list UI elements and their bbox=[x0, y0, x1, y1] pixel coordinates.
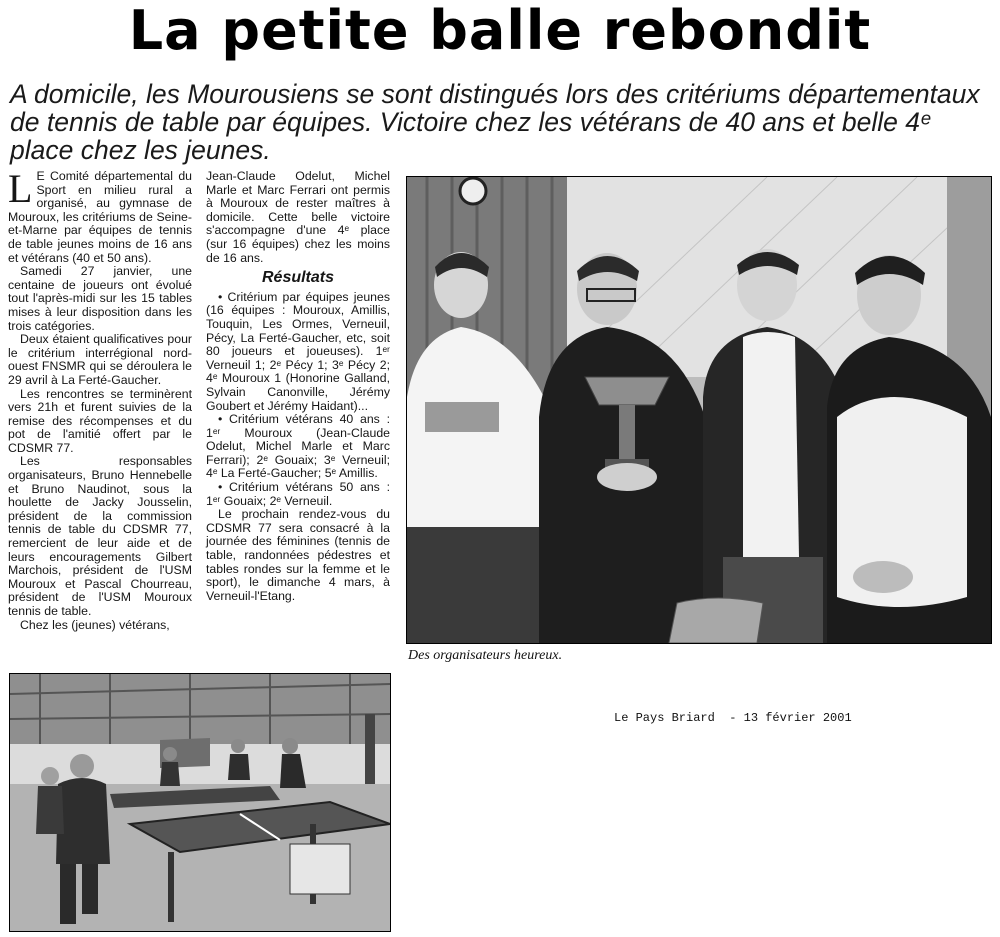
article-column-1 bbox=[8, 166, 192, 632]
photo-gymnasium-illustration bbox=[10, 674, 390, 931]
paragraph: E Comité départemental du Sport en milieu rural a organisé, au gymnase de Mouroux, les critériums de Seine-et-Marne par équipes de tennis de table jeunes moins de 16 ans et vétérans (40 et 50 ans). bbox=[8, 169, 192, 265]
result-item: • Critérium par équipes jeunes (16 équipes : Mouroux, Amillis, Touquin, Les Ormes, Verneuil, Pécy, La Ferté-Gaucher, etc, soit 80 joueurs et joueuses). 1ᵉʳ Verneuil 1; 2ᵉ Pécy 1; 3ᵉ Pécy 2; 4ᵉ Mouroux 1 (Honorine Galland, Sylvain Canonville, Jérémy Goubert et Jérémy Haidant)... bbox=[206, 289, 390, 413]
paragraph: Le prochain rendez-vous du CDSMR 77 sera consacré à la journée des féminines (tennis de table, randonnées pédestres et tables rondes sur la femme et le sport), le dimanche 4 mars, à Verneuil-l'Etang. bbox=[206, 507, 390, 603]
photo-caption: Des organisateurs heureux. bbox=[408, 648, 563, 663]
article-headline: La petite balle rebondit bbox=[128, 0, 872, 62]
paragraph: Chez les (jeunes) vétérans, bbox=[20, 617, 170, 632]
drop-cap: L bbox=[8, 166, 33, 211]
results-heading: Résultats bbox=[261, 269, 335, 287]
photo-organizers-illustration bbox=[407, 177, 991, 643]
result-item: • Critérium vétérans 40 ans : 1ᵉʳ Mouroux (Jean-Claude Odelut, Michel Marle et Marc Ferrari); 2ᵉ Gouaix; 3ᵉ Verneuil; 4ᵉ La Ferté-Gaucher; 5ᵉ Amillis. bbox=[206, 412, 390, 481]
article-column-2 bbox=[206, 170, 390, 603]
source-line: Le Pays Briard - 13 février 2001 bbox=[614, 711, 852, 725]
photo-gymnasium bbox=[9, 673, 391, 932]
article-lead: A domicile, les Mourousiens se sont distingués lors des critériums départementaux de tennis de table par équipes. Victoire chez les vétérans de 40 ans et belle 4ᵉ place chez les jeunes. bbox=[10, 79, 980, 165]
paragraph: Deux étaient qualificatives pour le critérium interrégional nord-ouest FNSMR qui se déroulera le 29 avril à La Ferté-Gaucher. bbox=[8, 332, 192, 387]
paragraph: Samedi 27 janvier, une centaine de joueurs ont évolué tout l'après-midi sur les 15 tables mises à leur disposition dans les trois catégories. bbox=[8, 264, 192, 333]
paragraph: Les responsables organisateurs, Bruno Hennebelle et Bruno Naudinot, sous la houlette de Jacky Jousselin, président de la commission tennis de table du CDSMR 77, remercient de leur aide et de leurs encouragements Gilbert Marchois, président de l'USM Mouroux et Pascal Chourreau, président de l'USM Mouroux tennis de table. bbox=[8, 454, 192, 618]
result-item: • Critérium vétérans 50 ans : 1ᵉʳ Gouaix; 2ᵉ Verneuil. bbox=[206, 480, 390, 508]
photo-organizers bbox=[406, 176, 992, 644]
paragraph: Les rencontres se terminèrent vers 21h et furent suivies de la remise des récompenses et du pot de l'amitié offert par le CDSMR 77. bbox=[8, 386, 192, 455]
paragraph: Jean-Claude Odelut, Michel Marle et Marc Ferrari ont permis à Mouroux de rester maîtres à domicile. Cette belle victoire s'accompagne d'une 4ᵉ place (sur 16 équipes) chez les moins de 16 ans. bbox=[206, 169, 390, 265]
